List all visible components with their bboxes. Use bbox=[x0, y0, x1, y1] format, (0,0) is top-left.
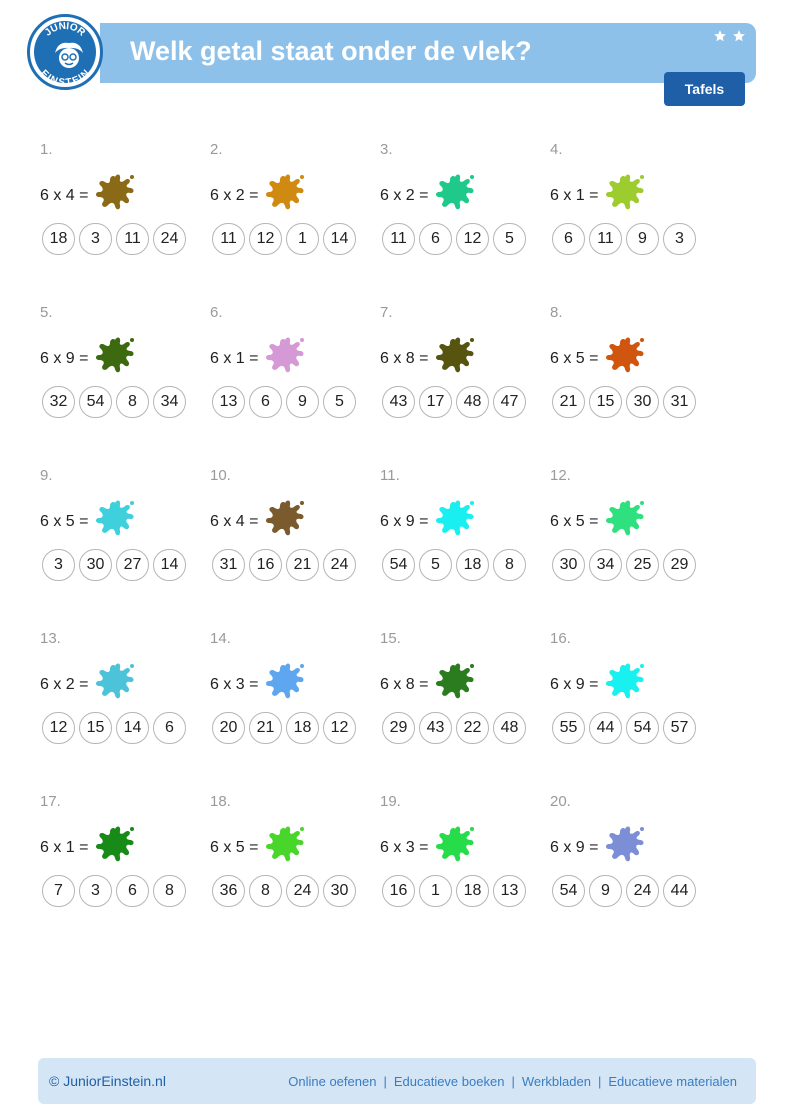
exercise-equation: 6 x 1 = bbox=[210, 350, 259, 367]
exercise-item bbox=[550, 141, 720, 281]
answer-choice[interactable]: 31 bbox=[663, 386, 696, 418]
exercise-item bbox=[210, 304, 380, 444]
answer-choice[interactable]: 11 bbox=[116, 223, 149, 255]
exercise-equation: 6 x 3 = bbox=[210, 676, 259, 693]
answer-choice[interactable]: 9 bbox=[589, 875, 622, 907]
exercise-number: 3. bbox=[380, 141, 393, 158]
exercise-item bbox=[550, 467, 720, 607]
answer-choice[interactable]: 5 bbox=[323, 386, 356, 418]
exercise-item bbox=[550, 304, 720, 444]
exercise-equation: 6 x 2 = bbox=[380, 187, 429, 204]
ink-splat-icon bbox=[604, 334, 646, 376]
exercise-number: 19. bbox=[380, 793, 401, 810]
answer-choice[interactable]: 1 bbox=[286, 223, 319, 255]
exercise-equation: 6 x 9 = bbox=[380, 513, 429, 530]
ink-splat-icon bbox=[434, 171, 476, 213]
exercise-item bbox=[210, 793, 380, 933]
answer-choice[interactable]: 22 bbox=[456, 712, 489, 744]
answer-choice[interactable]: 54 bbox=[382, 549, 415, 581]
exercise-number: 17. bbox=[40, 793, 61, 810]
ink-splat-icon bbox=[264, 171, 306, 213]
exercise-item bbox=[210, 467, 380, 607]
exercise-item bbox=[550, 630, 720, 770]
exercise-equation: 6 x 3 = bbox=[380, 839, 429, 856]
ink-splat-icon bbox=[264, 660, 306, 702]
ink-splat-icon bbox=[604, 823, 646, 865]
ink-splat-icon bbox=[264, 823, 306, 865]
ink-splat-icon bbox=[434, 660, 476, 702]
exercise-item bbox=[40, 467, 210, 607]
answer-choice[interactable]: 17 bbox=[419, 386, 452, 418]
footer-separator: | bbox=[383, 1074, 387, 1089]
star-icon bbox=[732, 29, 746, 43]
exercise-equation: 6 x 9 = bbox=[550, 839, 599, 856]
ink-splat-icon bbox=[604, 171, 646, 213]
ink-splat-icon bbox=[264, 497, 306, 539]
logo-text-top: JUNIOR bbox=[42, 20, 88, 39]
exercise-number: 18. bbox=[210, 793, 231, 810]
ink-splat-icon bbox=[604, 497, 646, 539]
answer-choice[interactable]: 54 bbox=[626, 712, 659, 744]
svg-text:JUNIOR bbox=[43, 21, 88, 39]
category-tag-button[interactable]: Tafels bbox=[664, 72, 745, 106]
answer-choice[interactable]: 55 bbox=[552, 712, 585, 744]
answer-choice[interactable]: 15 bbox=[79, 712, 112, 744]
exercise-item bbox=[380, 630, 550, 770]
answer-choice[interactable]: 18 bbox=[286, 712, 319, 744]
exercise-number: 11. bbox=[380, 467, 400, 484]
exercise-number: 2. bbox=[210, 141, 223, 158]
answer-choice[interactable]: 1 bbox=[419, 875, 452, 907]
answer-choice[interactable]: 6 bbox=[249, 386, 282, 418]
exercise-equation: 6 x 2 = bbox=[40, 676, 89, 693]
answer-choice[interactable]: 24 bbox=[323, 549, 356, 581]
ink-splat-icon bbox=[94, 497, 136, 539]
answer-choice[interactable]: 48 bbox=[456, 386, 489, 418]
ink-splat-icon bbox=[434, 334, 476, 376]
ink-splat-icon bbox=[434, 497, 476, 539]
answer-choice[interactable]: 34 bbox=[153, 386, 186, 418]
exercise-number: 15. bbox=[380, 630, 401, 647]
exercise-equation: 6 x 8 = bbox=[380, 676, 429, 693]
answer-choice[interactable]: 9 bbox=[626, 223, 659, 255]
footer bbox=[38, 1058, 756, 1104]
answer-choice[interactable]: 21 bbox=[286, 549, 319, 581]
answer-choice[interactable]: 13 bbox=[212, 386, 245, 418]
answer-choice[interactable]: 25 bbox=[626, 549, 659, 581]
answer-choice[interactable]: 14 bbox=[153, 549, 186, 581]
answer-choice[interactable]: 12 bbox=[456, 223, 489, 255]
answer-choice[interactable]: 8 bbox=[493, 549, 526, 581]
answer-choice[interactable]: 30 bbox=[79, 549, 112, 581]
exercise-equation: 6 x 1 = bbox=[40, 839, 89, 856]
answer-choice[interactable]: 29 bbox=[382, 712, 415, 744]
ink-splat-icon bbox=[434, 823, 476, 865]
answer-choice[interactable]: 44 bbox=[589, 712, 622, 744]
answer-choice[interactable]: 18 bbox=[456, 875, 489, 907]
exercise-item bbox=[380, 141, 550, 281]
exercise-number: 10. bbox=[210, 467, 231, 484]
ink-splat-icon bbox=[94, 334, 136, 376]
answer-choice[interactable]: 24 bbox=[153, 223, 186, 255]
footer-link[interactable]: Online oefenen bbox=[288, 1074, 377, 1089]
answer-choice[interactable]: 43 bbox=[419, 712, 452, 744]
exercise-equation: 6 x 9 = bbox=[40, 350, 89, 367]
answer-choice[interactable]: 6 bbox=[153, 712, 186, 744]
exercise-item bbox=[40, 630, 210, 770]
answer-choice[interactable]: 9 bbox=[286, 386, 319, 418]
answer-choice[interactable]: 27 bbox=[116, 549, 149, 581]
ink-splat-icon bbox=[604, 660, 646, 702]
exercise-equation: 6 x 4 = bbox=[210, 513, 259, 530]
answer-choice[interactable]: 3 bbox=[663, 223, 696, 255]
junior-einstein-logo[interactable] bbox=[27, 14, 103, 90]
exercise-number: 12. bbox=[550, 467, 571, 484]
answer-choice[interactable]: 6 bbox=[419, 223, 452, 255]
answer-choice[interactable]: 6 bbox=[552, 223, 585, 255]
exercise-equation: 6 x 5 = bbox=[40, 513, 89, 530]
answer-choice[interactable]: 47 bbox=[493, 386, 526, 418]
answer-choice[interactable]: 44 bbox=[663, 875, 696, 907]
exercise-item bbox=[40, 304, 210, 444]
answer-choice[interactable]: 6 bbox=[116, 875, 149, 907]
exercise-number: 4. bbox=[550, 141, 563, 158]
footer-link[interactable]: Werkbladen bbox=[521, 1074, 591, 1089]
exercise-number: 7. bbox=[380, 304, 393, 321]
svg-text:EINSTEIN bbox=[38, 68, 92, 87]
answer-choice[interactable]: 54 bbox=[552, 875, 585, 907]
answer-choice[interactable]: 7 bbox=[42, 875, 75, 907]
answer-choice[interactable]: 30 bbox=[626, 386, 659, 418]
answer-choice[interactable]: 16 bbox=[382, 875, 415, 907]
answer-choice[interactable]: 18 bbox=[42, 223, 75, 255]
footer-link[interactable]: Educatieve boeken bbox=[393, 1074, 505, 1089]
footer-separator: | bbox=[597, 1074, 602, 1089]
answer-choice[interactable]: 5 bbox=[419, 549, 452, 581]
answer-choice[interactable]: 24 bbox=[286, 875, 319, 907]
exercise-item bbox=[40, 141, 210, 281]
exercise-item bbox=[380, 467, 550, 607]
answer-choice[interactable]: 3 bbox=[42, 549, 75, 581]
answer-choice[interactable]: 8 bbox=[153, 875, 186, 907]
answer-choice[interactable]: 48 bbox=[493, 712, 526, 744]
exercise-equation: 6 x 4 = bbox=[40, 187, 89, 204]
answer-choice[interactable]: 3 bbox=[79, 223, 112, 255]
exercise-item bbox=[40, 793, 210, 933]
exercise-equation: 6 x 5 = bbox=[210, 839, 259, 856]
exercise-item bbox=[380, 793, 550, 933]
answer-choice[interactable]: 16 bbox=[249, 549, 282, 581]
page-title: Welk getal staat onder de vlek? bbox=[130, 36, 532, 66]
exercise-item bbox=[550, 793, 720, 933]
answer-choice[interactable]: 15 bbox=[589, 386, 622, 418]
exercise-item bbox=[210, 630, 380, 770]
exercise-item bbox=[210, 141, 380, 281]
answer-choice[interactable]: 18 bbox=[456, 549, 489, 581]
answer-choice[interactable]: 30 bbox=[323, 875, 356, 907]
logo-wordmark bbox=[30, 17, 100, 87]
answer-choice[interactable]: 43 bbox=[382, 386, 415, 418]
ink-splat-icon bbox=[94, 823, 136, 865]
footer-links bbox=[288, 1074, 737, 1089]
exercise-number: 14. bbox=[210, 630, 231, 647]
answer-choice[interactable]: 11 bbox=[589, 223, 622, 255]
exercise-number: 20. bbox=[550, 793, 571, 810]
answer-choice[interactable]: 8 bbox=[249, 875, 282, 907]
answer-choice[interactable]: 36 bbox=[212, 875, 245, 907]
exercise-number: 16. bbox=[550, 630, 571, 647]
answer-choice[interactable]: 34 bbox=[589, 549, 622, 581]
footer-link[interactable]: Educatieve materialen bbox=[608, 1074, 737, 1089]
answer-choice[interactable]: 54 bbox=[79, 386, 112, 418]
answer-choice[interactable]: 14 bbox=[323, 223, 356, 255]
answer-choice[interactable]: 13 bbox=[493, 875, 526, 907]
answer-choice[interactable]: 11 bbox=[212, 223, 245, 255]
answer-choice[interactable]: 3 bbox=[79, 875, 112, 907]
exercise-equation: 6 x 9 = bbox=[550, 676, 599, 693]
exercise-item bbox=[380, 304, 550, 444]
footer-copyright[interactable]: © JuniorEinstein.nl bbox=[49, 1073, 166, 1089]
exercise-equation: 6 x 1 = bbox=[550, 187, 599, 204]
answer-choice[interactable]: 14 bbox=[116, 712, 149, 744]
exercise-number: 9. bbox=[40, 467, 53, 484]
exercise-equation: 6 x 5 = bbox=[550, 513, 599, 530]
exercise-equation: 6 x 2 = bbox=[210, 187, 259, 204]
answer-choice[interactable]: 31 bbox=[212, 549, 245, 581]
answer-choice[interactable]: 24 bbox=[626, 875, 659, 907]
exercise-equation: 6 x 8 = bbox=[380, 350, 429, 367]
answer-choice[interactable]: 11 bbox=[382, 223, 415, 255]
answer-choice[interactable]: 30 bbox=[552, 549, 585, 581]
footer-separator: | bbox=[511, 1074, 515, 1089]
logo-text-bottom: EINSTEIN bbox=[38, 68, 92, 87]
answer-choice[interactable]: 8 bbox=[116, 386, 149, 418]
answer-choice[interactable]: 12 bbox=[42, 712, 75, 744]
answer-choice[interactable]: 12 bbox=[323, 712, 356, 744]
answer-choice[interactable]: 21 bbox=[249, 712, 282, 744]
ink-splat-icon bbox=[264, 334, 306, 376]
exercise-number: 13. bbox=[40, 630, 61, 647]
exercise-number: 1. bbox=[40, 141, 53, 158]
exercise-number: 5. bbox=[40, 304, 53, 321]
exercise-equation: 6 x 5 = bbox=[550, 350, 599, 367]
answer-choice[interactable]: 12 bbox=[249, 223, 282, 255]
ink-splat-icon bbox=[94, 171, 136, 213]
answer-choice[interactable]: 5 bbox=[493, 223, 526, 255]
star-icon bbox=[713, 29, 727, 43]
answer-choice[interactable]: 29 bbox=[663, 549, 696, 581]
answer-choice[interactable]: 20 bbox=[212, 712, 245, 744]
ink-splat-icon bbox=[94, 660, 136, 702]
exercise-number: 8. bbox=[550, 304, 563, 321]
answer-choice[interactable]: 57 bbox=[663, 712, 696, 744]
exercise-number: 6. bbox=[210, 304, 223, 321]
answer-choice[interactable]: 32 bbox=[42, 386, 75, 418]
answer-choice[interactable]: 21 bbox=[552, 386, 585, 418]
